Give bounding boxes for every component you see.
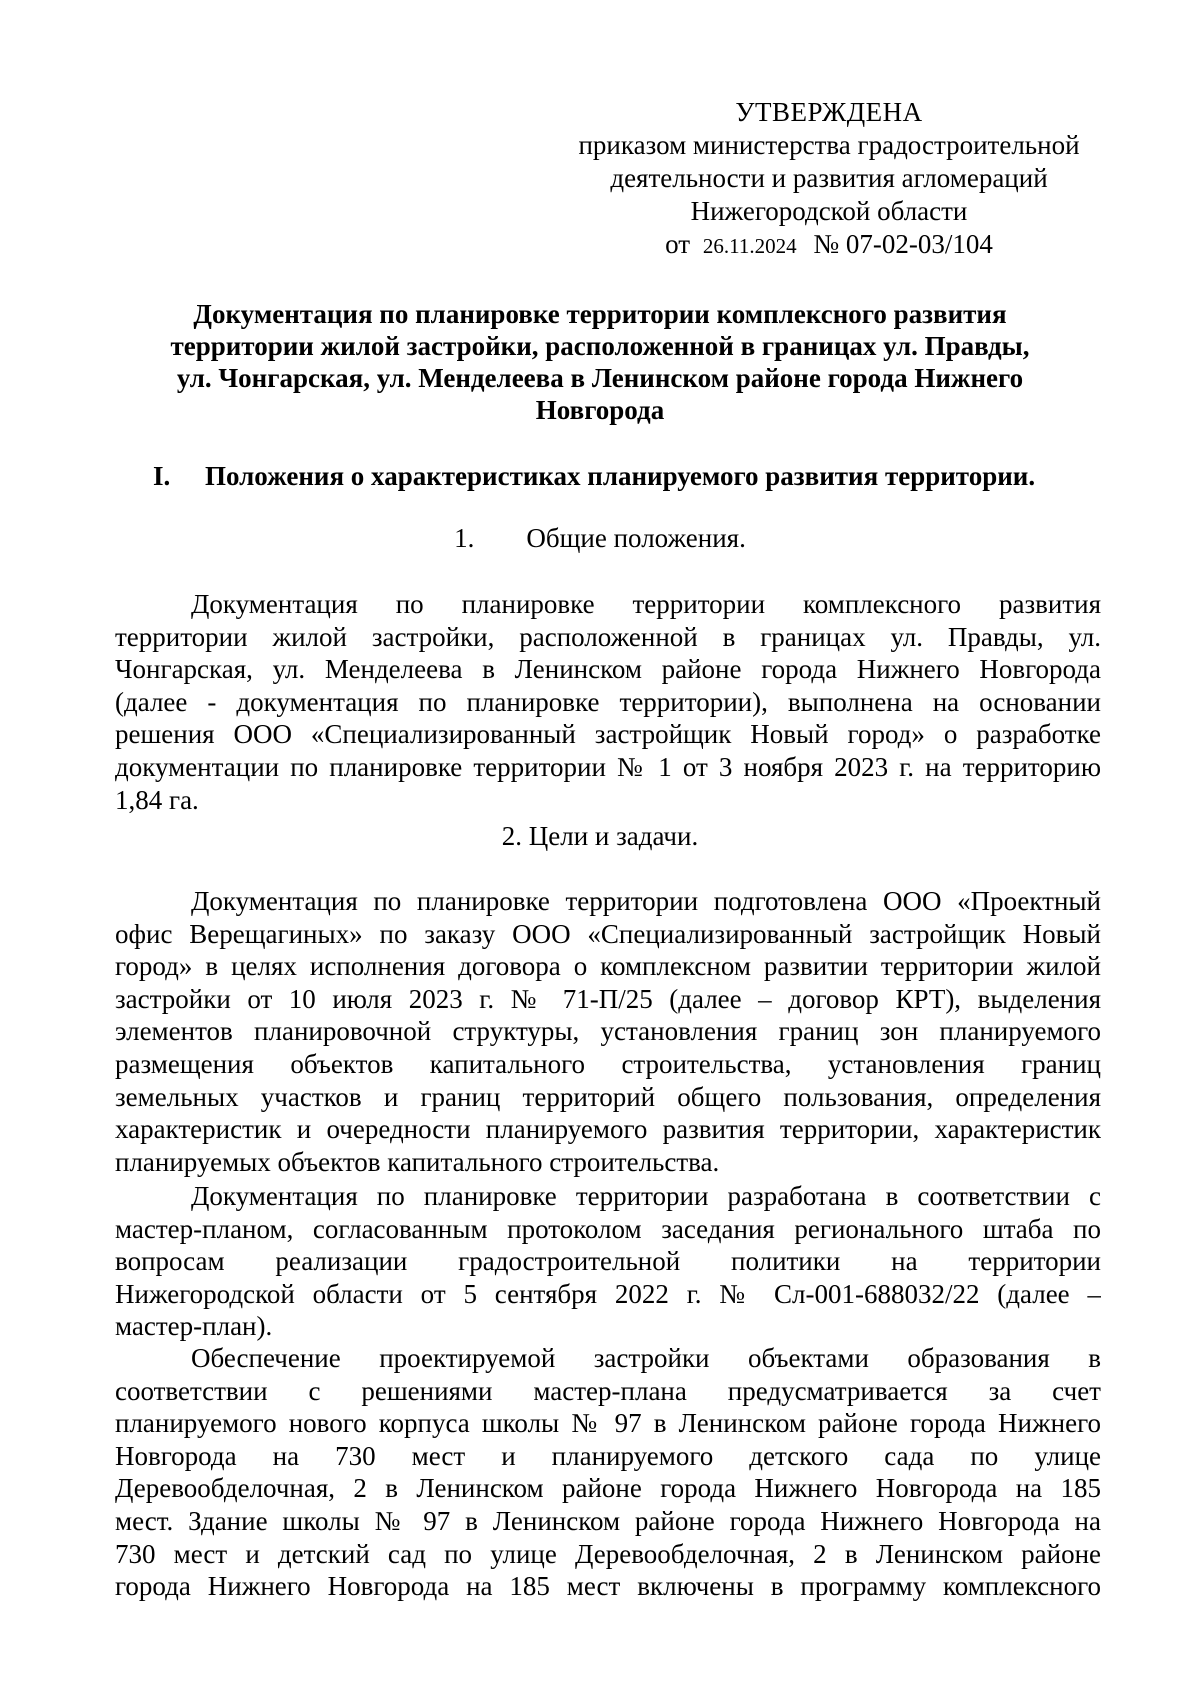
document-title-line: Документация по планировке территории комплексного развития <box>193 299 1007 329</box>
paragraph-line: Новгорода на 730 мест и планируемого детского сада по улице <box>115 1440 1101 1471</box>
approval-line: приказом министерства градостроительной <box>578 130 1080 160</box>
document-title <box>125 298 1075 426</box>
paragraph <box>115 1180 1101 1343</box>
subsection-title: Общие положения. <box>526 523 746 553</box>
paragraph-line: планируемого нового корпуса школы № 97 в Ленинском районе города Нижнего <box>115 1408 1101 1439</box>
paragraph-line: планируемых объектов капитального строительства. <box>115 1146 720 1177</box>
paragraph-line: города Нижнего Новгорода на 185 мест включены в программу комплексного <box>115 1571 1101 1602</box>
paragraph-line: соответствии с решениями мастер-плана предусматривается за счет <box>115 1375 1101 1406</box>
paragraph-line: 1,84 га. <box>115 784 199 815</box>
paragraph-line: офис Верещагиных» по заказу ООО «Специализированный застройщик Новый <box>115 918 1101 949</box>
paragraph-line: Чонгарская, ул. Менделеева в Ленинском районе города Нижнего Новгорода <box>115 654 1101 685</box>
section-heading <box>153 460 1093 492</box>
paragraph-line: застройки от 10 июля 2023 г. № 71-П/25 (далее – договор КРТ), выделения <box>115 983 1101 1014</box>
subsection-heading <box>125 820 1075 852</box>
approval-order-number-line <box>560 228 1098 263</box>
paragraph <box>115 1342 1101 1603</box>
paragraph-line: территории жилой застройки, расположенной в границах ул. Правды, ул. <box>115 621 1101 652</box>
document-title-line: Новгорода <box>535 395 665 425</box>
paragraph <box>115 588 1101 816</box>
paragraph-line: Документация по планировке территории подготовлена ООО «Проектный <box>191 886 1101 916</box>
approval-line: Нижегородской области <box>690 196 968 226</box>
approval-date: 26.11.2024 <box>702 234 797 258</box>
paragraph-line: город» в целях исполнения договора о комплексном развитии территории жилой <box>115 951 1101 982</box>
paragraph-line: Обеспечение проектируемой застройки объектами образования в <box>191 1343 1101 1373</box>
approval-title: УТВЕРЖДЕНА <box>735 97 923 127</box>
document-title-line: территории жилой застройки, расположенной в границах ул. Правды, <box>170 331 1030 361</box>
approval-order-number: № 07-02-03/104 <box>813 229 993 259</box>
section-title: Положения о характеристиках планируемого развития территории. <box>205 461 1036 491</box>
paragraph-line: мест. Здание школы № 97 в Ленинском районе города Нижнего Новгорода на <box>115 1505 1101 1536</box>
paragraph-line: документации по планировке территории № 1 от 3 ноября 2023 г. на территорию <box>115 751 1101 782</box>
paragraph-line: вопросам реализации градостроительной политики на территории <box>115 1246 1101 1277</box>
paragraph-line: элементов планировочной структуры, установления границ зон планируемого <box>115 1016 1101 1047</box>
paragraph-line: Нижегородской области от 5 сентября 2022 г. № Сл-001-688032/22 (далее – <box>115 1278 1101 1309</box>
paragraph-line: решения ООО «Специализированный застройщик Новый город» о разработке <box>115 719 1101 750</box>
document-title-line: ул. Чонгарская, ул. Менделеева в Ленинском районе города Нижнего <box>176 363 1024 393</box>
paragraph-line: земельных участков и границ территорий общего пользования, определения <box>115 1081 1101 1112</box>
paragraph-line: Документация по планировке территории комплексного развития <box>191 589 1101 619</box>
paragraph-line: 730 мест и детский сад по улице Деревообделочная, 2 в Ленинском районе <box>115 1538 1101 1569</box>
paragraph-line: мастер-планом, согласованным протоколом заседания регионального штаба по <box>115 1213 1101 1244</box>
approval-line: деятельности и развития агломераций <box>610 163 1048 193</box>
paragraph-line: Деревообделочная, 2 в Ленинском районе города Нижнего Новгорода на 185 <box>115 1473 1101 1504</box>
subsection-heading <box>125 522 1075 554</box>
approval-from-label: от <box>665 229 691 259</box>
subsection-title: 2. Цели и задачи. <box>501 821 699 851</box>
section-number: I. <box>153 461 171 491</box>
paragraph-line: Документация по планировке территории разработана в соответствии с <box>191 1181 1101 1211</box>
paragraph-line: мастер-план). <box>115 1311 273 1342</box>
subsection-number: 1. <box>454 523 475 553</box>
paragraph <box>115 885 1101 1178</box>
paragraph-line: (далее - документация по планировке территории), выполнена на основании <box>115 686 1101 717</box>
approval-stamp-block <box>560 96 1098 263</box>
paragraph-line: размещения объектов капитального строительства, установления границ <box>115 1048 1101 1079</box>
paragraph-line: характеристик и очередности планируемого развития территории, характеристик <box>115 1114 1101 1145</box>
